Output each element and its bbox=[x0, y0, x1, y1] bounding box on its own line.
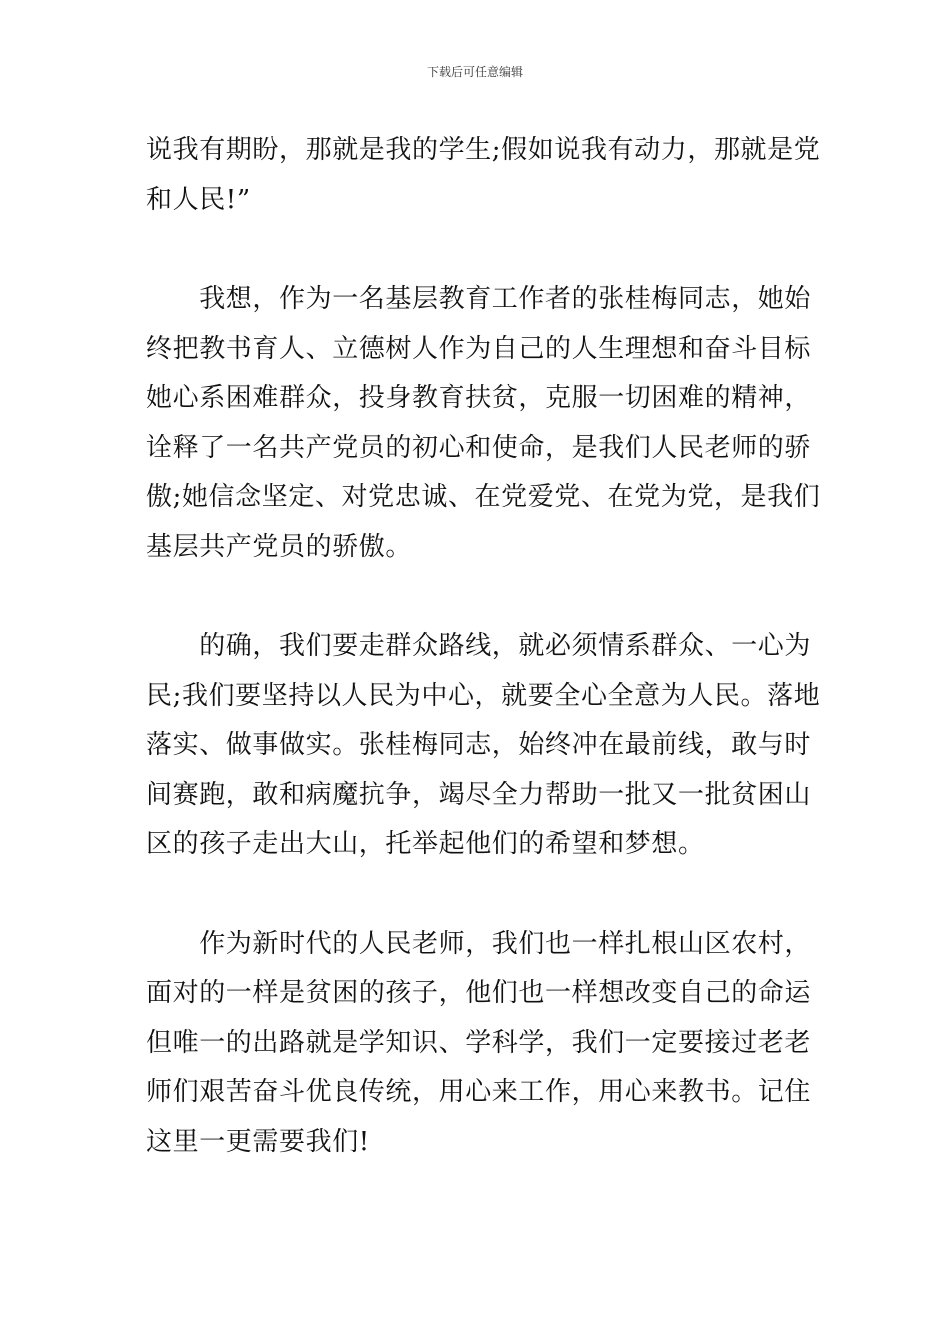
text-line: 作为新时代的人民老师，我们也一样扎根山区农村， bbox=[146, 928, 812, 959]
text-line: 她心系困难群众，投身教育扶贫，克服一切困难的精神， bbox=[146, 383, 812, 413]
text-line: 基层共产党员的骄傲。 bbox=[146, 531, 413, 562]
text-line: 这里一更需要我们! bbox=[146, 1126, 370, 1157]
paragraph-2 bbox=[146, 275, 821, 572]
text-line: 的确，我们要走群众路线，就必须情系群众、一心为 bbox=[146, 631, 812, 661]
page-header: 下载后可任意编辑 bbox=[426, 65, 523, 79]
paragraph-4 bbox=[146, 920, 812, 1168]
text-line: 间赛跑，敢和病魔抗争，竭尽全力帮助一批又一批贫困山 bbox=[146, 779, 812, 810]
text-line: 区的孩子走出大山，托举起他们的希望和梦想。 bbox=[146, 829, 705, 859]
text-line: 傲;她信念坚定、对党忠诚、在党爱党、在党为党，是我们 bbox=[146, 482, 821, 512]
text-line: 终把教书育人、立德树人作为自己的人生理想和奋斗目标 bbox=[146, 333, 812, 364]
text-line: 民;我们要坚持以人民为中心，就要全心全意为人民。落地 bbox=[146, 680, 821, 711]
text-line: 说我有期盼，那就是我的学生;假如说我有动力，那就是党 bbox=[146, 135, 821, 165]
paragraph-spacer bbox=[146, 572, 806, 622]
text-line: 师们艰苦奋斗优良传统，用心来工作，用心来教书。记住 bbox=[146, 1077, 812, 1107]
text-line: 诠释了一名共产党员的初心和使命，是我们人民老师的骄 bbox=[146, 432, 812, 463]
document-body bbox=[146, 126, 821, 1167]
paragraph-spacer bbox=[146, 225, 806, 275]
text-line: 我想，作为一名基层教育工作者的张桂梅同志，她始 bbox=[146, 284, 812, 314]
paragraph-1 bbox=[146, 126, 821, 225]
paragraph-3 bbox=[146, 622, 821, 870]
text-line: 和人民!” bbox=[146, 184, 251, 215]
text-line: 落实、做事做实。张桂梅同志，始终冲在最前线，敢与时 bbox=[146, 730, 812, 760]
text-line: 但唯一的出路就是学知识、学科学，我们一定要接过老老 bbox=[146, 1027, 812, 1058]
paragraph-spacer bbox=[146, 870, 806, 920]
text-line: 面对的一样是贫困的孩子，他们也一样想改变自己的命运 bbox=[146, 978, 812, 1008]
